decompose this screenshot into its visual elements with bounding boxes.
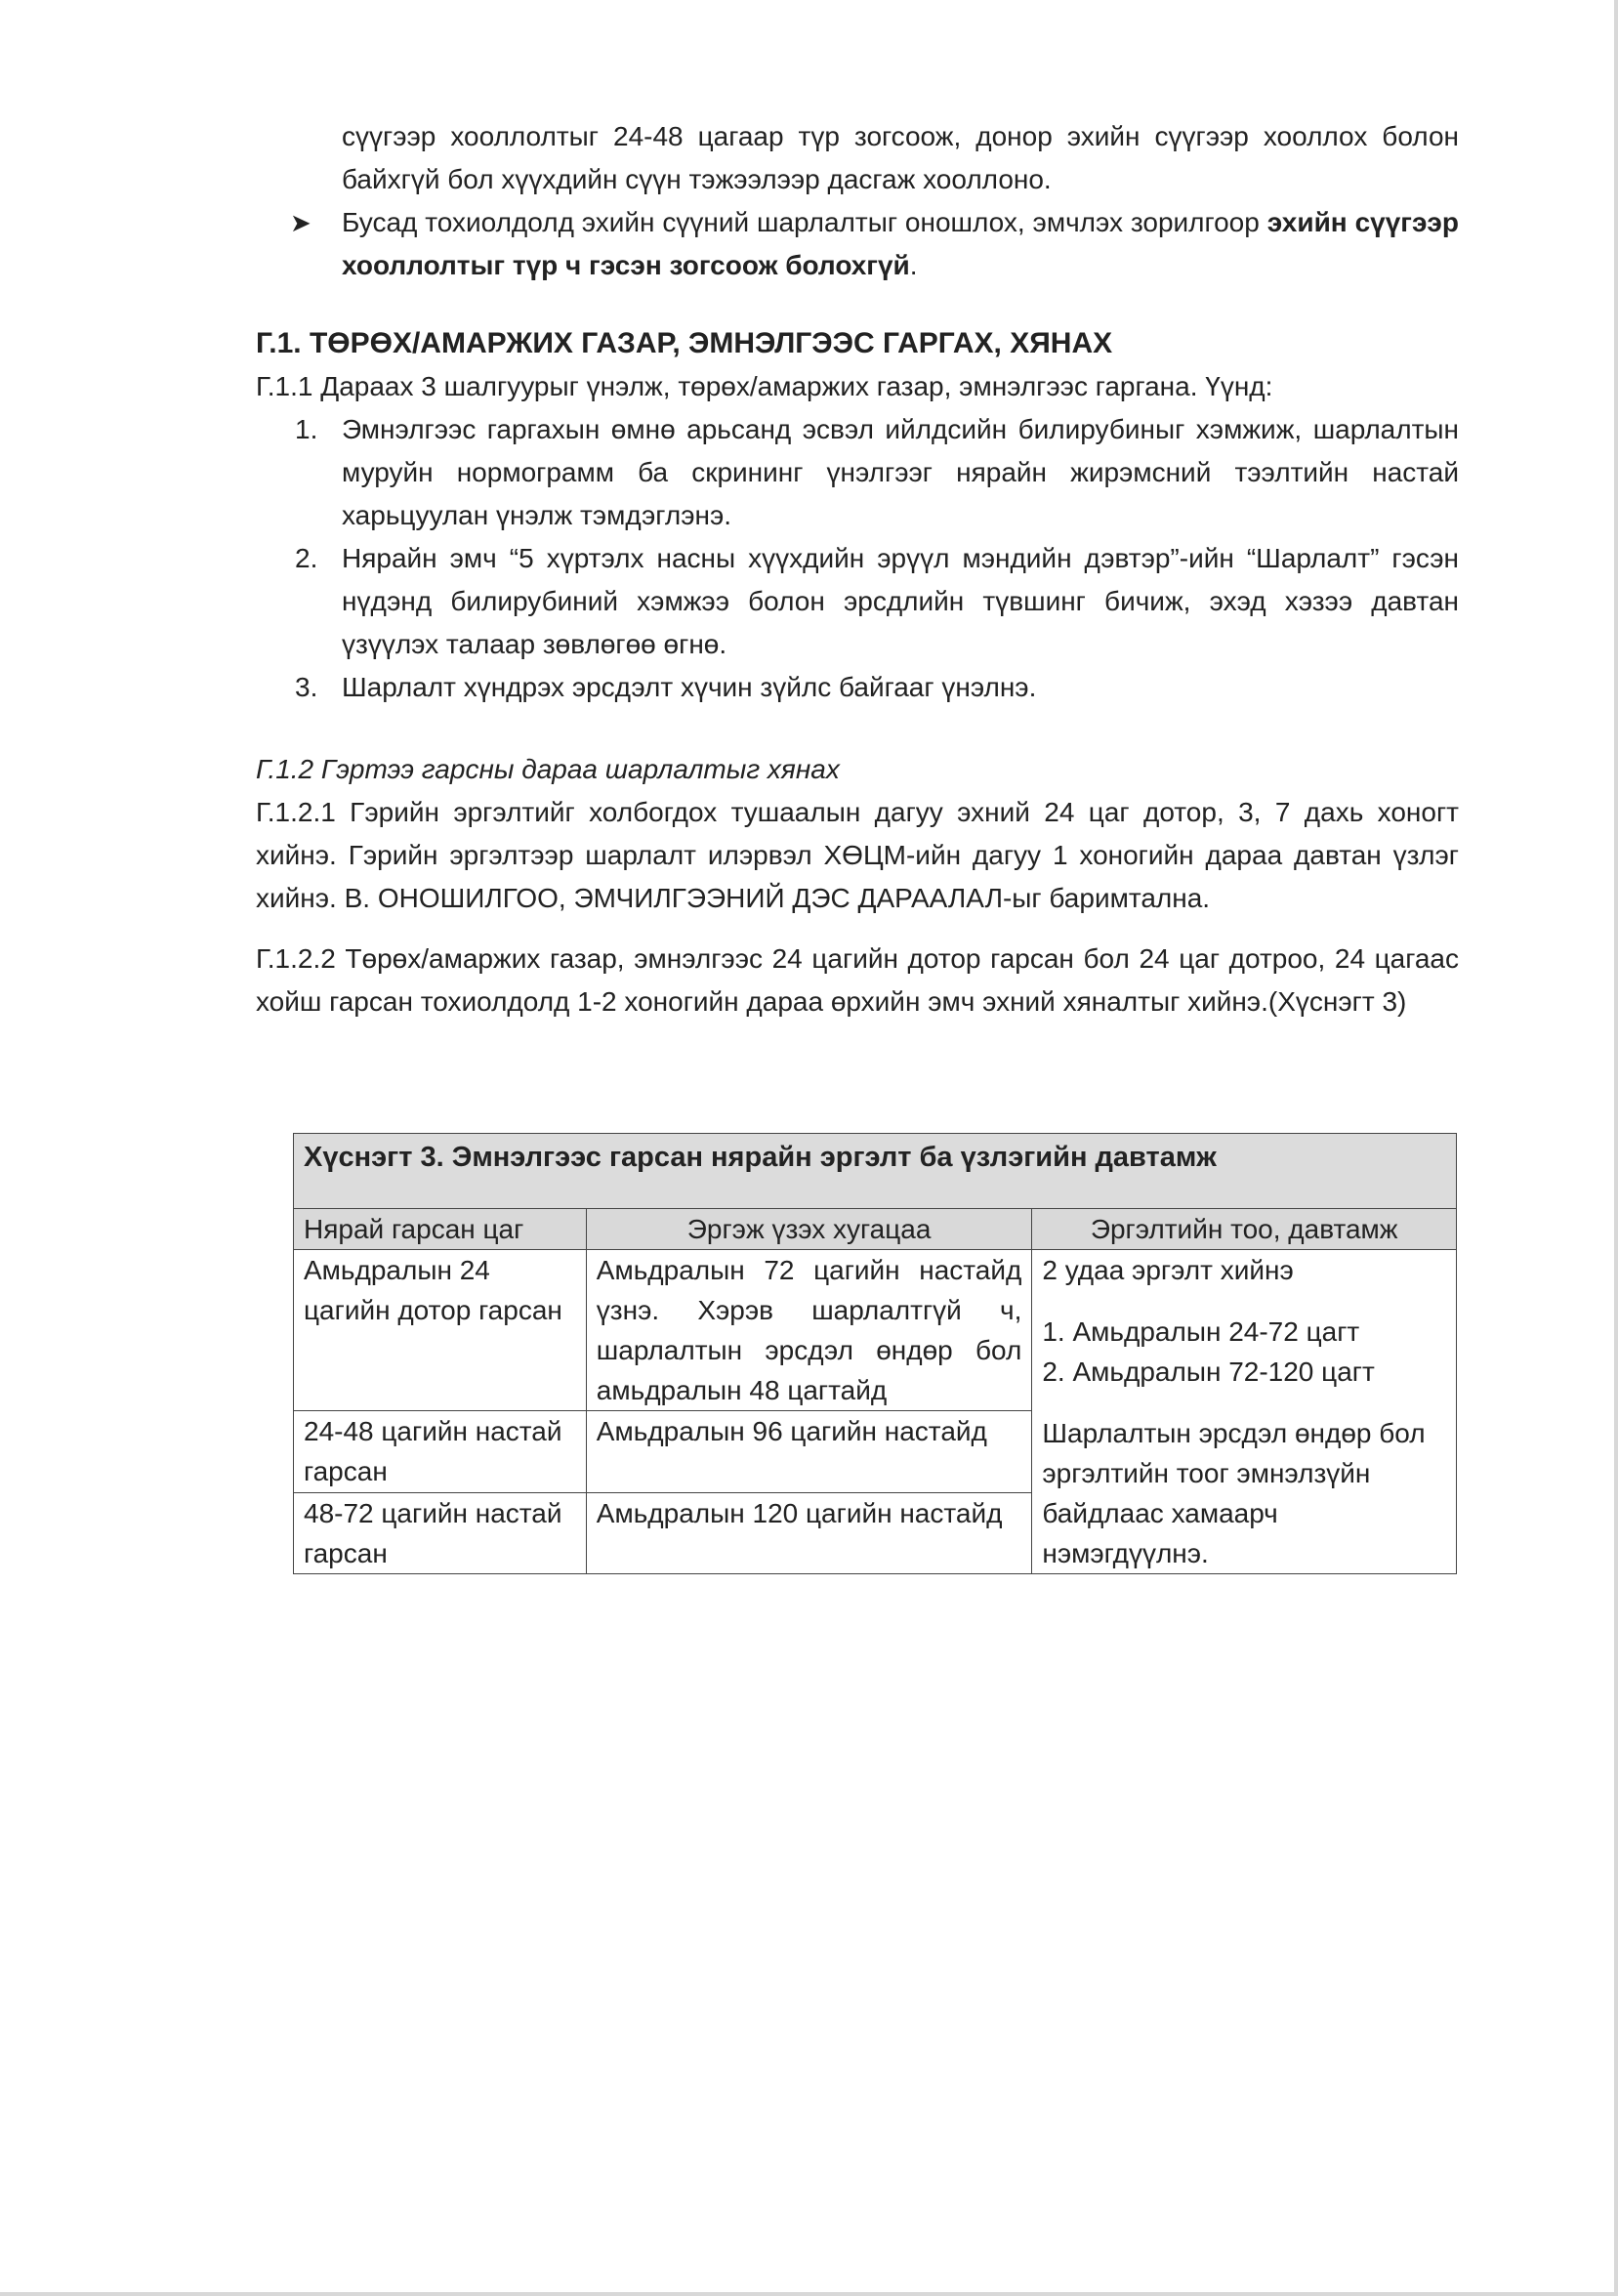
g121-paragraph: Г.1.2.1 Гэрийн эргэлтийг холбогдох тушаалын дагуу эхний 24 цаг дотор, 3, 7 дахь хоногт хийнэ. Гэрийн эргэлтээр шарлалт илэрвэл ХӨЦМ-ийн дагуу 1 хоногийн дараа давтан үзлэг хийнэ. В. ОНОШИЛГОО, ЭМЧИЛГЭЭНИЙ ДЭС ДАРААЛАЛ-ыг баримтална. <box>256 797 1459 913</box>
followup-table <box>293 1133 1457 1574</box>
list-item <box>256 666 1459 709</box>
list-number: 2. <box>295 543 318 573</box>
table-cell: 24-48 цагийн настай гарсан <box>294 1411 587 1492</box>
table-header-cell: Нярай гарсан цаг <box>294 1209 587 1250</box>
bullet-text-normal: Бусад тохиолдолд эхийн сүүний шарлалтыг оношлох, эмчлэх зорилгоор <box>342 207 1267 237</box>
table-cell: 48-72 цагийн настай гарсан <box>294 1492 587 1573</box>
table-header-cell: Эргэлтийн тоо, давтамж <box>1032 1209 1457 1250</box>
bullet-text-bold: эхийн сүүгээр хооллолтыг түр ч гэсэн зогсоож болохгүй <box>342 207 1459 280</box>
list-text: Шарлалт хүндрэх эрсдэлт хүчин зүйлс байгааг үнэлнэ. <box>342 672 1037 702</box>
bullet-text-end: . <box>909 250 918 280</box>
table-cell: Амьдралын 96 цагийн настайд <box>586 1411 1032 1492</box>
table-header-row <box>294 1209 1457 1250</box>
intro-paragraph: сүүгээр хооллолтыг 24-48 цагаар түр зогсоож, донор эхийн сүүгээр хооллох болон байхгүй бол хүүхдийн сүүн тэжээлээр дасгаж хооллоно. <box>342 121 1459 194</box>
g12-subheading: Г.1.2 Гэртээ гарсны дараа шарлалтыг хянах <box>256 754 840 784</box>
table-cell: Амьдралын 24 цагийн дотор гарсан <box>294 1250 587 1411</box>
g122-paragraph: Г.1.2.2 Төрөх/амаржих газар, эмнэлгээс 24 цагийн дотор гарсан бол 24 цаг дотроо, 24 цагаас хойш гарсан тохиолдолд 1-2 хоногийн дараа өрхийн эмч эхний хяналтыг хийнэ.(Хүснэгт 3) <box>256 943 1459 1017</box>
document-body <box>256 115 1459 1023</box>
table-cell-frequency <box>1032 1250 1457 1574</box>
list-item <box>256 408 1459 537</box>
criteria-list <box>256 408 1459 709</box>
list-text: Нярайн эмч “5 хүртэлх насны хүүхдийн эрүүл мэндийн дэвтэр”-ийн “Шарлалт” гэсэн нүдэнд билирубиний хэмжээ болон эрсдлийн түвшинг бичиж, эхэд хэзээ давтан үзүүлэх талаар зөвлөгөө өгнө. <box>342 543 1459 659</box>
table-cell: Амьдралын 120 цагийн настайд <box>586 1492 1032 1573</box>
arrow-bullet-icon: ➤ <box>290 208 311 237</box>
g11-paragraph: Г.1.1 Дараах 3 шалгуурыг үнэлж, төрөх/амаржих газар, эмнэлгээс гаргана. Үүнд: <box>256 371 1273 401</box>
list-number: 3. <box>295 672 318 702</box>
table-title: Хүснэгт 3. Эмнэлгээс гарсан нярайн эргэлт ба үзлэгийн давтамж <box>294 1134 1457 1209</box>
table-row <box>294 1250 1457 1411</box>
list-text: Эмнэлгээс гаргахын өмнө арьсанд эсвэл ийлдсийн билирубиныг хэмжиж, шарлалтын муруйн нормограмм ба скрининг үнэлгээг нярайн жирэмсний тээлтийн настай харьцуулан үнэлж тэмдэглэнэ. <box>342 414 1459 530</box>
frequency-item: 1. Амьдралын 24-72 цагт <box>1042 1316 1360 1347</box>
section-heading: Г.1. ТӨРӨХ/АМАРЖИХ ГАЗАР, ЭМНЭЛГЭЭС ГАРГАХ, ХЯНАХ <box>256 327 1113 359</box>
table-cell: Амьдралын 72 цагийн настайд үзнэ. Хэрэв шарлалтгүй ч, шарлалтын эрсдэл өндөр бол амьдралын 48 цагтайд <box>586 1250 1032 1411</box>
spacer <box>1042 1290 1446 1312</box>
table-header-cell: Эргэж үзэх хугацаа <box>586 1209 1032 1250</box>
list-number: 1. <box>295 414 318 444</box>
bullet-text <box>342 201 1459 287</box>
frequency-note: Шарлалтын эрсдэл өндөр бол эргэлтийн тоог эмнэлзүйн байдлаас хамаарч нэмэгдүүлнэ. <box>1042 1418 1426 1568</box>
bullet-item <box>256 201 1459 287</box>
frequency-line: 2 удаа эргэлт хийнэ <box>1042 1255 1294 1285</box>
frequency-item: 2. Амьдралын 72-120 цагт <box>1042 1357 1375 1387</box>
list-item <box>256 537 1459 666</box>
spacer <box>1042 1392 1446 1413</box>
